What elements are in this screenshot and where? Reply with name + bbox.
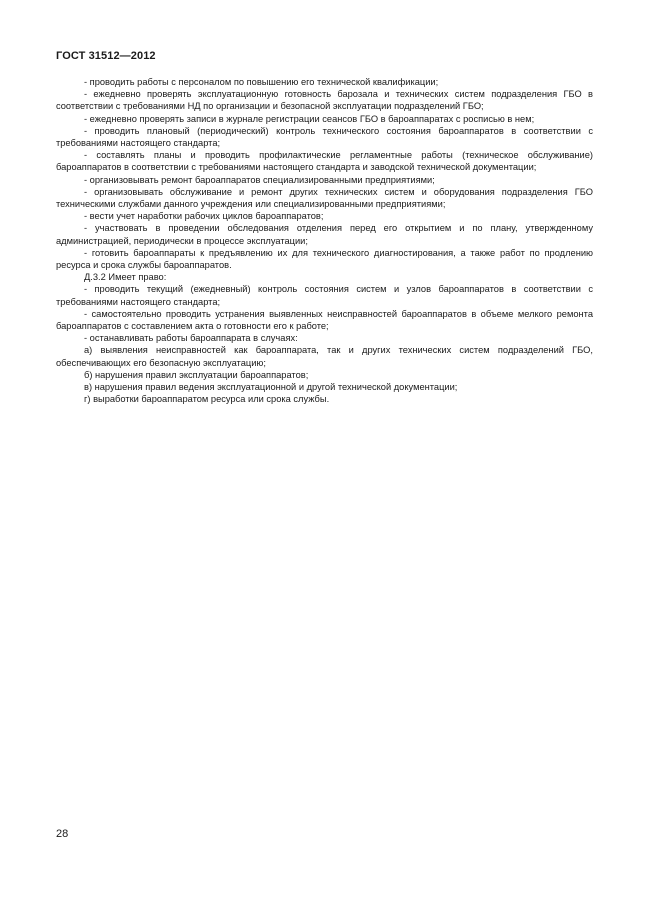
list-item: а) выявления неисправностей как бароаппарата, так и других технических систем подразделений ГБО, обеспечивающих его безопасную эксплуатацию;	[56, 345, 593, 368]
paragraph: - проводить работы с персоналом по повышению его технической квалификации;	[84, 77, 439, 87]
paragraph: - проводить плановый (периодический) контроль технического состояния бароаппаратов в соответствии с требованиями настоящего стандарта;	[56, 125, 593, 149]
list-item: б) нарушения правил эксплуатации бароаппаратов;	[84, 369, 309, 380]
paragraph: - проводить текущий (ежедневный) контроль состояния систем и узлов бароаппаратов в соответствии с требованиями настоящего стандарта;	[56, 284, 593, 307]
document-header: ГОСТ 31512—2012	[56, 50, 156, 62]
paragraph: - организовывать ремонт бароаппаратов специализированными предприятиями;	[84, 174, 435, 185]
paragraph: - вести учет наработки рабочих циклов бароаппаратов;	[84, 211, 324, 222]
list-item: г) выработки бароаппаратом ресурса или срока службы.	[84, 394, 330, 405]
paragraph: - самостоятельно проводить устранения выявленных неисправностей бароаппаратов в объеме мелкого ремонта бароаппаратов с составлением акта о готовности его к работе;	[56, 308, 593, 332]
list-item: в) нарушения правил ведения эксплуатационной и другой технической документации;	[84, 382, 458, 393]
paragraph: - участвовать в проведении обследования отделения перед его открытием и по плану, утвержденному администрацией, периодически в процессе эксплуатации;	[56, 223, 593, 246]
paragraph: - составлять планы и проводить профилактические регламентные работы (техническое обслуживание) бароаппаратов в соответствии с требованиями настоящего стандарта и заводской технической документации;	[56, 150, 593, 173]
paragraph: - готовить бароаппараты к предъявлению их для технического диагностирования, а также работ по продлению ресурса и срока службы бароаппаратов.	[56, 247, 593, 271]
paragraph: - ежедневно проверять эксплуатационную готовность барозала и технических систем подразделения ГБО в соответствии с требованиями НД по организации и безопасной эксплуатации подразделений ГБО;	[56, 89, 593, 112]
paragraph: - ежедневно проверять записи в журнале регистрации сеансов ГБО в бароаппаратах с росписью в нем;	[84, 113, 535, 124]
page-number: 28	[56, 828, 69, 840]
paragraph: - останавливать работы бароаппарата в случаях:	[84, 333, 298, 344]
document-body	[56, 76, 593, 405]
paragraph: - организовывать обслуживание и ремонт других технических систем и оборудования подразделения ГБО техническими службами данного учреждения или специализированными предприятиями;	[56, 186, 593, 210]
section-heading: Д.3.2 Имеет право:	[84, 272, 167, 283]
